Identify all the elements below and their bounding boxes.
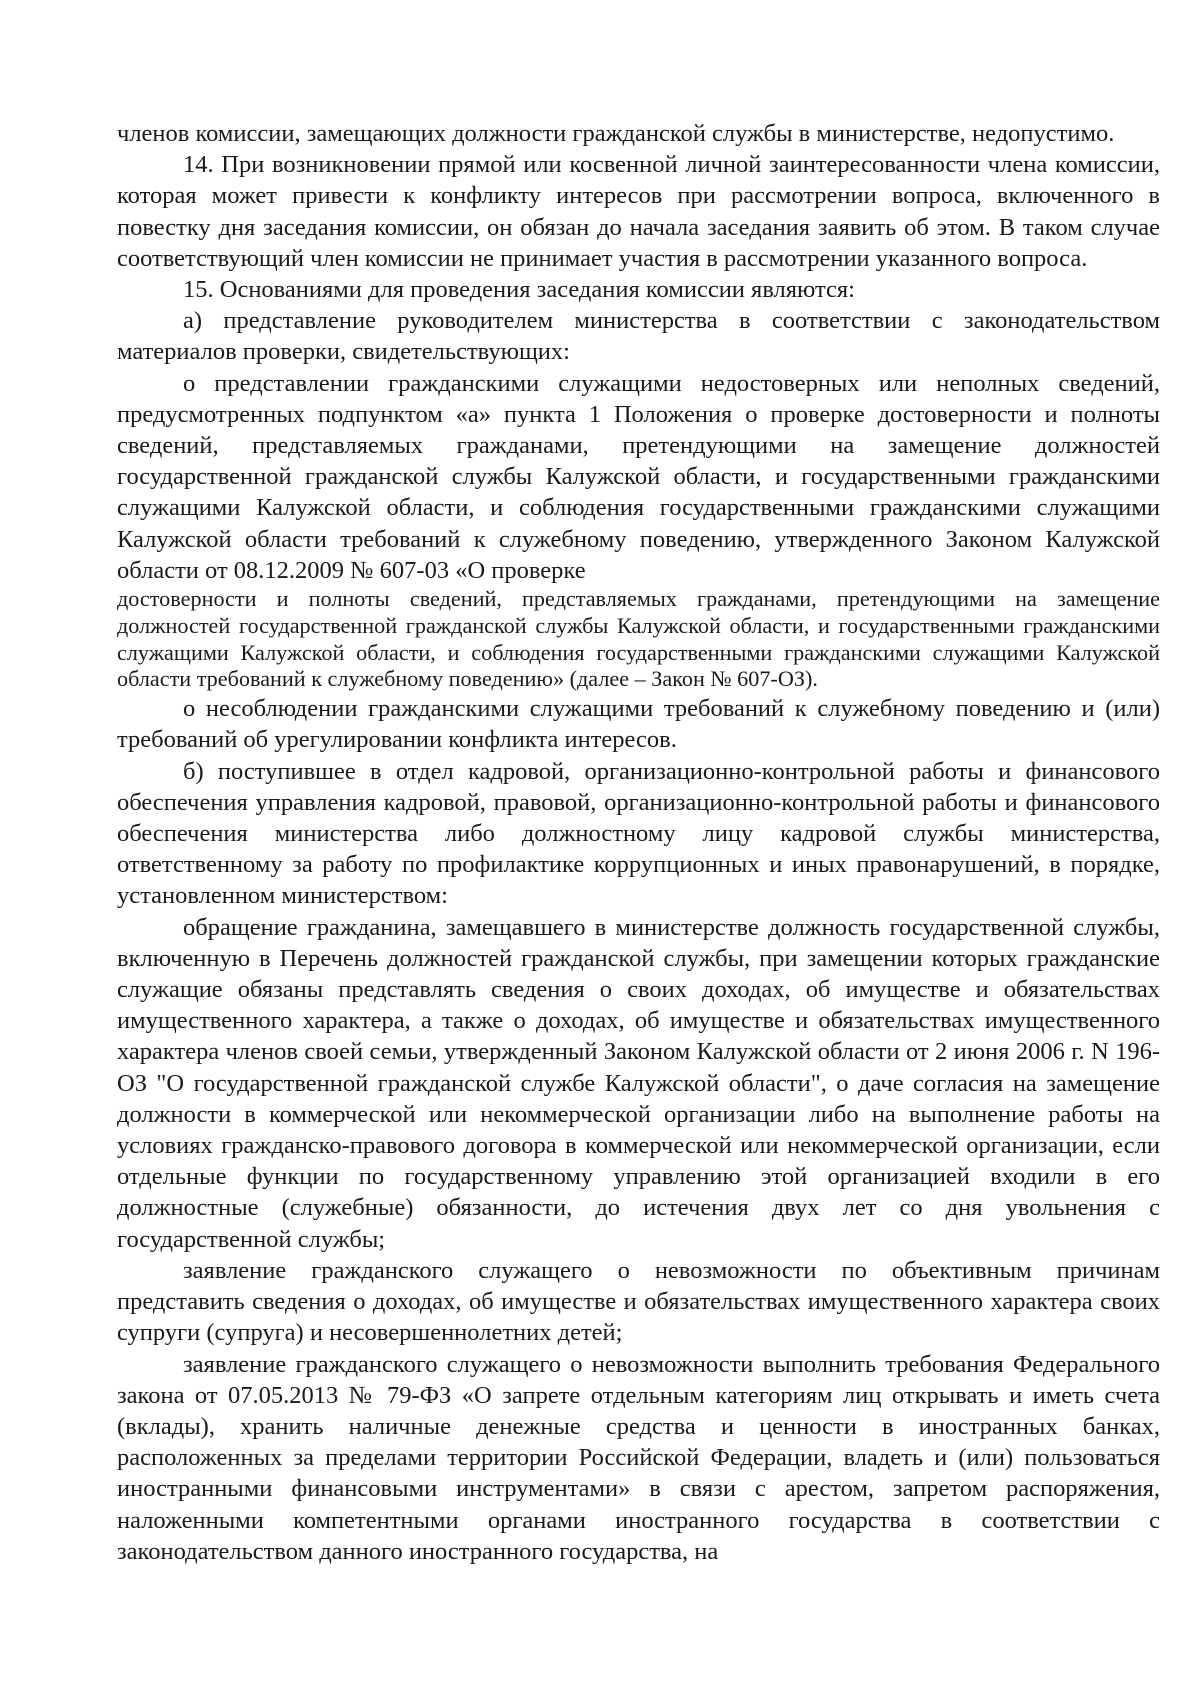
paragraph-15-b: б) поступившее в отдел кадровой, организационно-контрольной работы и финансового обеспечения управления кадровой, правовой, организационно-контрольной работы и финансового обеспечения министерства либо должностному лицу кадровой службы министерства, ответственному за работу по профилактике коррупционных и иных правонарушений, в порядке, установленном министерством: <box>117 757 1160 910</box>
paragraph-15-a-item-2: о несоблюдении гражданскими служащими требований к служебному поведению и (или) требований об урегулировании конфликта интересов. <box>117 695 1160 754</box>
paragraph-members-continuation: членов комиссии, замещающих должности гражданской службы в министерстве, недопустимо. <box>117 120 1115 147</box>
paragraph-14: 14. При возникновении прямой или косвенной личной заинтересованности члена комиссии, которая может привести к конфликту интересов при рассмотрении вопроса, включенного в повестку дня заседания комиссии, он обязан до начала заседания заявить об этом. В таком случае соответствующий член комиссии не принимает участия в рассмотрении указанного вопроса. <box>117 151 1160 272</box>
document-page <box>117 118 1160 1567</box>
paragraph-15-b-item-3: заявление гражданского служащего о невозможности выполнить требования Федерального закона от 07.05.2013 № 79-ФЗ «О запрете отдельным категориям лиц открывать и иметь счета (вклады), хранить наличные денежные средства и ценности в иностранных банках, расположенных за пределами территории Российской Федерации, владеть и (или) пользоваться иностранными финансовыми инструментами» в связи с арестом, запретом распоряжения, наложенными компетентными органами иностранного государства в соответствии с законодательством данного иностранного государства, на <box>117 1350 1160 1565</box>
paragraph-15-a-item-1: о представлении гражданскими служащими недостоверных или неполных сведений, предусмотренных подпунктом «а» пункта 1 Положения о проверке достоверности и полноты сведений, представляемых гражданами, претендующими на замещение должностей государственной гражданской службы Калужской области, и государственными гражданскими служащими Калужской области, и соблюдения государственными гражданскими служащими Калужской области требований к служебному поведению, утвержденного Законом Калужской области от 08.12.2009 № 607-03 «О проверке <box>117 369 1160 584</box>
paragraph-15-b-item-1: обращение гражданина, замещавшего в министерстве должность государственной службы, включенную в Перечень должностей гражданской службы, при замещении которых гражданские служащие обязаны представлять сведения о своих доходах, об имуществе и обязательствах имущественного характера, а также о доходах, об имуществе и обязательствах имущественного характера членов своей семьи, утвержденный Законом Калужской области от 2 июня 2006 г. N 196-ОЗ "О государственной гражданской службе Калужской области", о даче согласия на замещение должности в коммерческой или некоммерческой организации либо на выполнение работы на условиях гражданско-правового договора в коммерческой или некоммерческой организации, если отдельные функции по государственному управлению этой организацией входили в его должностные (служебные) обязанности, до истечения двух лет со дня увольнения с государственной службы; <box>117 913 1160 1253</box>
paragraph-15-a-item-1-cont: достоверности и полноты сведений, представляемых гражданами, претендующими на замещение должностей государственной гражданской службы Калужской области, и государственными гражданскими служащими Калужской области, и соблюдения государственными гражданскими служащими Калужской области требований к служебному поведению» (далее – Закон № 607-ОЗ). <box>117 586 1160 692</box>
paragraph-15-b-item-2: заявление гражданского служащего о невозможности по объективным причинам представить сведения о доходах, об имуществе и обязательствах имущественного характера своих супруги (супруга) и несовершеннолетних детей; <box>117 1256 1160 1347</box>
paragraph-15-a: а) представление руководителем министерства в соответствии с законодательством материалов проверки, свидетельствующих: <box>117 307 1160 366</box>
paragraph-15: 15. Основаниями для проведения заседания комиссии являются: <box>183 276 855 304</box>
